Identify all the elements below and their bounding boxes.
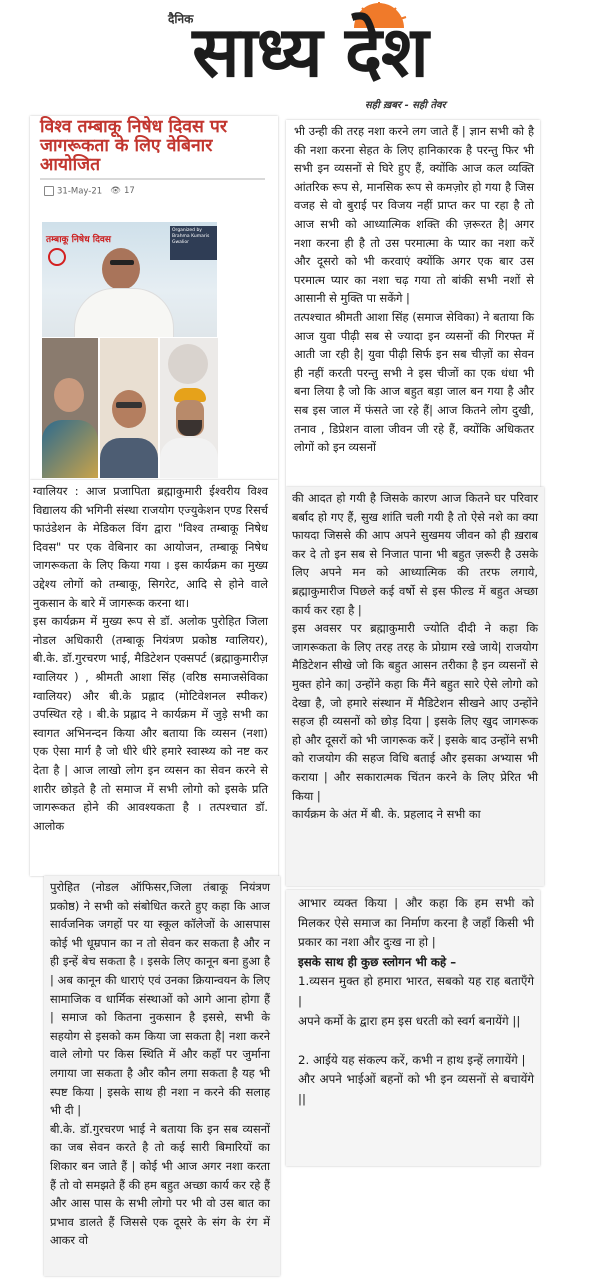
article-column-2-bottom [286,890,540,1166]
slogan-line: 2. आईये यह संकल्प करें, कभी न हाथ इन्हें लगायेंगे | [298,1052,526,1067]
article-paragraph: इस कार्यक्रम में मुख्य रूप से डॉ. अलोक पुरोहित जिला नोडल अधिकारी (तम्बाकू नियंत्रण प्रकोष्ठ ग्वालियर), बी.के. डॉ.गुरचरण भाई, मैडिटेशन एक्सपर्ट (ब्रह्माकुमारीज़ ग्वालियर ) , श्रीमती आशा सिंह (वरिष्ठ समाजसेविका ग्वालियर) और बी.के प्रह्लाद (मोटिवेशनल स्पीकर) उपस्थित रहे । बी.के प्रह्लाद ने कार्यक्रम में जुड़े सभी का स्वागत अभिनन्दन किया और बताया कि व्यसन (नशा) एक ऐसा मार्ग है जो धीरे धीरे हमारे स्वास्थ्य को नष्ट कर देता है | आज लाखो लोग इन व्यसन का सेवन करने से शारीर छोड़ते है तो समाज में सभी लोगो को इसके प्रति जागरूकत होने की आवश्यकता है । तत्पश्चात डॉ. आलोक [33,614,268,833]
article-paragraph: ग्वालियर : आज प्रजापिता ब्रह्माकुमारी ईश्वरीय विश्व विद्यालय की भगिनी संस्था राजयोग एज्युकेशन एण्ड रिसर्च फाउंडेशन के मेडिकल विंग द्वारा "विश्व तम्बाकू निषेध दिवस" पर एक वेबिनार का आयोजन, तम्बाकू निषेध जागरूकता के लिए किया गया । इस कार्यक्रम का मुख्य उद्देश्य लोगों को तम्बाकू, सिगरेट, आदि से होने वाले नुकसान के बारे में जागरूक करना था। [33,484,268,610]
article-paragraph: बी.के. डॉ.गुरचरण भाई ने बताया कि इन सब व्यसनों का जब सेवन करते है तो कई सारी बिमारियों का शिकार बन जाते हैं | कोई भी आज अगर नशा करता हैं तो वो समझते हैं की हम बहुत अच्छा कार्य कर रहे हैं और आस पास के सभी लोगो पर भी वो उस बात का प्रभाव डालते हैं जिससे एक दूसरे के संग के रंग में आकर वो [50,1121,270,1248]
article-paragraph: की आदत हो गयी है जिसके कारण आज कितने घर परिवार बर्बाद हो गए हैं, सुख शांति चली गयी है तो ऐसे नशे का क्या फायदा जिससे की आप अपने सुखमय जीवन को ही ख़राब कर दे तो इन सब से निजात पाना भी बहुत ज़रूरी है उसके लिए अपने मन को आध्यात्मिक की तरफ लगाये, ब्रह्माकुमारीज पिछले कई वर्षो से इस फील्ड में बहुत अच्छा कार्य कर रहा है | [292,491,538,617]
banner-info-line: Brahma Kumaris [172,234,210,239]
article-paragraph: कार्यक्रम के अंत में बी. के. प्रहलाद ने सभी का [292,807,481,822]
masthead-tagline: सही ख़बर - सही तेवर [365,100,446,111]
article-column-2-top [286,120,540,487]
masthead-prefix: दैनिक [168,12,194,26]
article-column-2-middle [286,487,544,886]
speaker-face [102,248,140,290]
calendar-icon [44,186,54,196]
participant-photo-3 [160,338,218,478]
banner-info-line: Organized by [172,228,202,233]
slogan-line: अपने कर्मो के द्वारा हम इस धरती को स्वर्ग बनायेंगे || [298,1013,521,1028]
no-smoking-icon [48,248,66,266]
article-paragraph: पुरोहित (नोडल ऑफिसर,जिला तंबाकू नियंत्रण प्रकोष्ठ) ने सभी को संबोधित करते हुए कहा कि आज सार्वजनिक जगहों पर या स्कूल कॉलेजों के आसपास कोई भी धूम्रपान का न तो सेवन कर सकता है और न ही इन्हें बेच सकता है । इसके लिए कानून बना हुआ है | अब कानून की धाराएं एवं उनका क्रियान्वयन के लिए सामाजिक व धार्मिक संस्थाओं को आगे आना होगा हैं | समाज को कितना नुकसान है इससे, सभी के सहयोग से इसको कम किया जा सकता है| नशा करने वाले लोगो पर किस स्थिति में और कहाँ पर जुर्माना लगाया जा सकता है और कौन लगा सकता है यह भी स्पष्ट किया | इसके साथ ही नशा न करने की सलाह भी दी | [50,880,270,1118]
article-paragraph: भी उन्ही की तरह नशा करने लग जाते हैं | ज्ञान सभी को है की नशा करना सेहत के लिए हानिकारक है परन्तु फिर भी सभी इन व्यसनों से घिरे हुए हैं, क्योंकि आज कल व्यक्ति आंतरिक रूप से, मानसिक रूप से कमज़ोर हो गया है जिस वजह से वो बुराई पर विजय नहीं प्राप्त कर पा रहा है तो आज सभी को आध्यात्मिक शक्ति की ज़रूरत है| अगर नशा करना ही है तो उस परमात्मा के प्यार का नशा करें और दूसरो को भी करवाएं क्योंकि अगर एक बार उस परमात्म प्यार का नशा चढ़ गया तो बांकी सभी नशों से आसानी से मुक्ति पा सकेंगे | [294,124,534,306]
spacer [298,1031,534,1051]
participant-photo-1 [42,338,98,478]
article-paragraph: इस अवसर पर ब्रह्माकुमारी ज्योति दीदी ने कहा कि जागरूकता के लिए तरह तरह के प्रोग्राम रखे जाये| राजयोग मैडिटेशन सीखे जो कि बहुत आसन तरीका है इन व्यसनों से मुक्त होने का| उन्होंने कहा कि मैंने बहुत सारे ऐसे लोगो को देखा है, जो हमारे संस्थान में मैडिटेशन सीखने आए उन्होंने सहज ही व्यसनों को छोड़ दिया | इसके लिए खुद जागरूक हो और दूसरों को भी जागरूक करें | इसके बाद उन्होंने सभी को राजयोग की सहज विधि बताई और इसका अभ्यास भी कराया | और सकारात्मक चिंतन करने के लिए प्रेरित भी किया | [292,621,538,803]
slogan-line: 1.व्यसन मुक्त हो हमारा भारत, सबको यह राह बताएँगे | [298,974,534,1008]
slogans-heading: इसके साथ ही कुछ स्लोगन भी कहे – [298,954,457,969]
headline-title: विश्व तम्बाकू निषेध दिवस पर जागरूकता के लिए वेबिनार आयोजित [40,117,228,175]
banner-label: तम्बाकू निषेध दिवस [46,235,111,245]
article-paragraph: तत्पश्चात श्रीमती आशा सिंह (समाज सेविका) ने बताया कि आज युवा पीढ़ी सब से ज्यादा इन व्यसनों की गिरफ्त में आती जा रही है| युवा पीढ़ी सिर्फ इन सब चीज़ों का सेवन ही नहीं करती परन्तु सभी ने इस चीजों का एक धंधा भी बना लिया है जो कि आज बहुत बड़ा जाल बन गया है और सब इस जाल में फंसते जा रहे हैं| आज कितने लोग दुखी, तनाव , डिप्रेशन वाला जीवन जी रहे हैं, क्योंकि अधिकतर लोगों को इन व्यसनों [294,309,534,455]
banner-info-box [170,226,217,260]
view-count [110,186,135,196]
eye-icon: 👁 [110,186,121,197]
participant-photo-2 [100,338,158,478]
date-stamp [44,186,102,197]
article-paragraph: आभार व्यक्त किया | और कहा कि हम सभी को मिलकर ऐसे समाज का निर्माण करना है जहाँ किसी भी प्रकार का नशा और दुःख ना हो | [298,896,534,950]
webinar-main-photo [42,222,217,337]
article-column-1-top [30,480,278,876]
views-text: 17 [124,186,135,197]
headline-meta [44,186,135,197]
article-column-1-bottom [44,876,280,1276]
banner-info-line: Gwalior [172,240,190,245]
masthead-title: साध्य देश [192,11,428,93]
masthead [160,0,460,115]
headline-divider [40,178,265,180]
slogan-line: और अपने भाईओं बहनों को भी इन व्यसनों से बचायेंगे || [298,1072,534,1106]
speaker-glasses [110,260,134,265]
date-text: 31-May-21 [57,186,103,197]
